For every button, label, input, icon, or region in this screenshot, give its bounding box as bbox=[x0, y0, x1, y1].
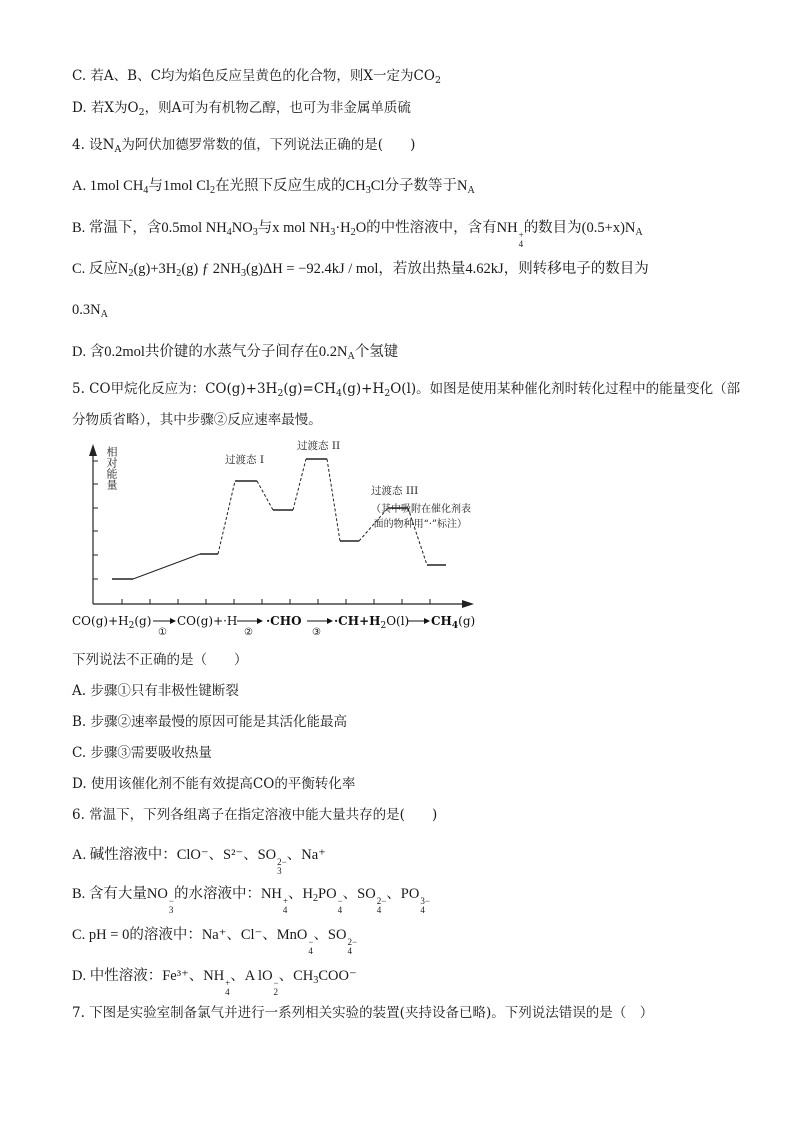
q6-option-c: C. pH = 0的溶液中：Na⁺、Cl⁻、MnO − 4 、SO 2− 4 bbox=[72, 927, 358, 956]
energy-profile-diagram bbox=[60, 432, 490, 642]
ts2-label: 过渡态 II bbox=[297, 440, 341, 452]
x-ticks bbox=[122, 599, 430, 604]
q6-option-a: A. 碱性溶液中：ClO⁻、S²⁻、SO 2− 3 、Na⁺ bbox=[72, 847, 326, 876]
q5-ask: 下列说法不正确的是（ ） bbox=[72, 652, 248, 668]
q6-option-d: D. 中性溶液：Fe³⁺、NH + 4 、A lO − 2 、$CH_3COO^-$ bbox=[72, 968, 357, 997]
q5-option-a: A. 步骤①只有非极性键断裂 bbox=[72, 683, 239, 699]
y-ticks bbox=[93, 461, 98, 579]
x-axis-arrow bbox=[462, 600, 474, 608]
q4-stem: 4. 设$N_A$为阿伏加德罗常数的值，下列说法正确的是( ) bbox=[72, 137, 416, 155]
q5-stem-line2: 分物质省略），其中步骤②反应速率最慢。 bbox=[72, 412, 322, 428]
q5-option-c: C. 步骤③需要吸收热量 bbox=[72, 745, 212, 761]
q6-stem: 6. 常温下，下列各组离子在指定溶液中能大量共存的是( ) bbox=[72, 807, 438, 823]
ts1-label: 过渡态 I bbox=[225, 454, 264, 466]
path-step1 bbox=[133, 554, 200, 579]
arrow-step4-head bbox=[424, 618, 430, 624]
q3-option-d: D. 若X为$O_2$，则A可为有机物乙醇，也可为非金属单质硫 bbox=[72, 100, 411, 118]
q3-option-c: C. 若A、B、C均为焰色反应呈黄色的化合物，则X一定为$CO_2$ bbox=[72, 68, 441, 86]
species-ch: $\cdot CH+H_2O(l)$ bbox=[334, 614, 410, 631]
q4-option-a: A. 1mol $CH_4$与1mol $Cl_2$在光照下反应生成的$CH_3Cl$分子数等于$N_A$ bbox=[72, 178, 475, 196]
y-axis-label: 相对能量 bbox=[74, 446, 118, 459]
q4-option-d: D. 含0.2mol共价键的水蒸气分子间存在$0.2N_A$个氢键 bbox=[72, 344, 399, 362]
q6-option-b: B. 含有大量NO − 3 的水溶液中：NH + 4 、$H_2PO$ − 4 、SO 2− 4 、PO 3− 4 bbox=[72, 886, 430, 915]
arrow-step2-head bbox=[257, 618, 263, 624]
q5-option-d: D. 使用该催化剂不能有效提高CO的平衡转化率 bbox=[72, 776, 356, 792]
arrow-step1-head bbox=[170, 618, 176, 624]
species-co-h: CO(g)+·H bbox=[177, 614, 238, 628]
q4-option-c: C. 反应$N_2(g)+3H_2(g)$ ƒ $2NH_3(g)\Delta H = -92.4kJ$ / mol，若放出热量4.62kJ，则转移电子的数目为 bbox=[72, 261, 649, 279]
q7-stem: 7. 下图是实验室制备氯气并进行一系列相关实验的装置(夹持设备已略)。下列说法错误的是（ ） bbox=[72, 1005, 654, 1021]
step2-label: ② bbox=[244, 627, 253, 638]
step3-label: ③ bbox=[312, 627, 321, 638]
species-products: $CH_4(g)$ bbox=[431, 614, 476, 631]
q4-option-c-continued: $0.3N_A$ bbox=[72, 302, 108, 320]
species-reactants: $CO(g)+H_2(g)$ bbox=[72, 614, 152, 631]
species-cho: ·CHO bbox=[266, 614, 302, 628]
note-line2: 面的物种用“·”标注） bbox=[373, 519, 467, 530]
note-line1: （其中吸附在催化剂表 bbox=[371, 504, 471, 515]
q5-option-b: B. 步骤②速率最慢的原因可能是其活化能最高 bbox=[72, 714, 348, 730]
arrow-step3-head bbox=[327, 618, 333, 624]
q5-stem-line1: 5. CO甲烷化反应为：$CO(g)+3H_2(g)=CH_4(g)+H_2O(l)$。如图是使用某种催化剂时转化过程中的能量变化（部 bbox=[72, 381, 741, 399]
ts3-label: 过渡态 III bbox=[371, 485, 419, 497]
step1-label: ① bbox=[158, 627, 167, 638]
q4-option-b: B. 常温下，含0.5mol $NH_4NO_3$与x mol $NH_3\cdot H_2O$的中性溶液中，含有NH + 4 的数目为$(0.5+x)N_A$ bbox=[72, 220, 643, 249]
